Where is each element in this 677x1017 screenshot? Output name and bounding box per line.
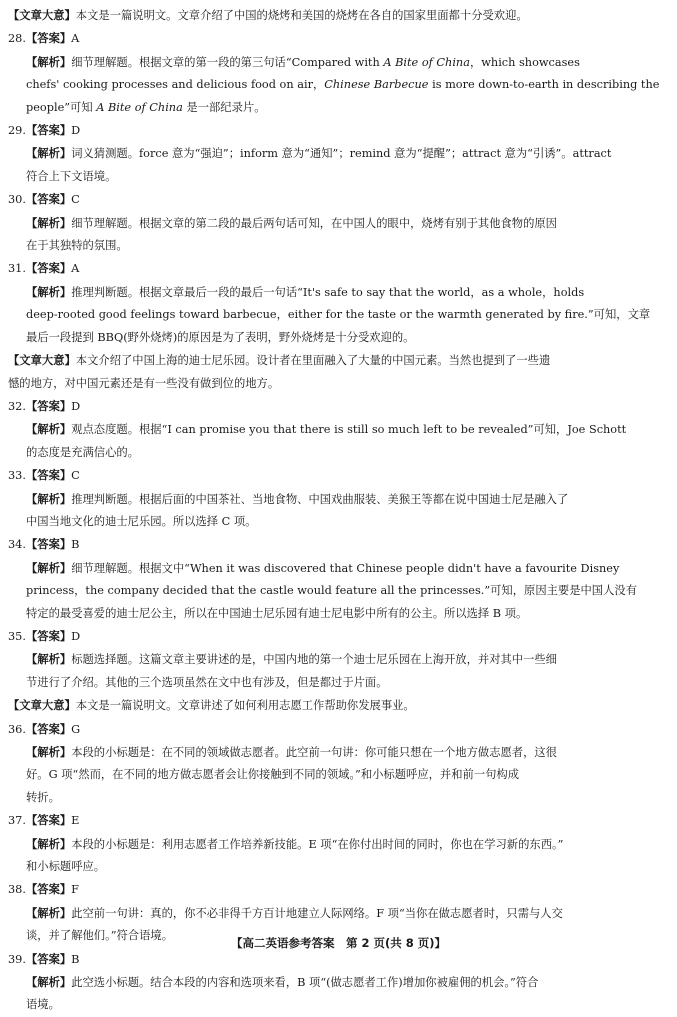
line-text: ，which showcases <box>469 55 580 69</box>
line-text: 的态度是充满信心的。 <box>26 445 139 459</box>
line-text: 转折。 <box>26 790 60 804</box>
section-tag: 【答案】 <box>25 537 72 552</box>
line-text: A <box>71 262 80 276</box>
line-text: 谈，并了解他们。”符合语境。 <box>26 929 173 943</box>
line-text: C <box>71 193 80 207</box>
line-text: 符合上下文语境。 <box>26 169 117 183</box>
line-text: D <box>71 399 81 413</box>
line-text: 和小标题呼应。 <box>26 860 106 874</box>
section-tag: 【答案】 <box>25 468 72 483</box>
section-tag: 【答案】 <box>25 882 72 897</box>
text-line <box>8 787 670 809</box>
line-text: 憾的地方，对中国元素还是有一些没有做到位的地方。 <box>8 376 280 390</box>
line-text: 39. <box>8 952 26 966</box>
line-text: 好。G 项“然而，在不同的地方做志愿者会让你接触到不同的领域。”和小标题呼应，并和前一句构成 <box>26 768 519 782</box>
section-tag: 【解析】 <box>26 284 72 299</box>
section-tag: 【答案】 <box>25 813 72 828</box>
line-text: G <box>71 722 81 736</box>
line-text: 36. <box>8 722 26 736</box>
text-line <box>8 648 670 671</box>
page-footer: 【高二英语参考答案 第 2 页(共 8 页)】 <box>230 936 447 950</box>
line-text: 34. <box>8 538 26 552</box>
text-line <box>8 4 670 27</box>
text-line <box>8 856 670 878</box>
line-text: F <box>71 883 80 897</box>
text-line <box>8 902 670 925</box>
line-text: 此空前一句讲：真的，你不必非得千方百计地建立人际网络。F 项“当你在做志愿者时，只需与人交 <box>71 906 563 920</box>
line-text: 细节理解题。根据文章的第一段的第三句话“Compared with <box>71 55 384 69</box>
line-text: princess，the company decided that the castle would feature all the princesses.”可知，原因主要是中国人没有 <box>26 584 637 598</box>
section-tag: 【解析】 <box>26 836 72 851</box>
text-line <box>8 166 670 188</box>
text-line <box>8 119 670 142</box>
line-text: is more down-to-earth in describing the <box>428 78 660 92</box>
section-tag: 【答案】 <box>25 628 72 643</box>
text-line <box>8 948 670 971</box>
section-tag: 【解析】 <box>26 422 72 437</box>
answer-key-content <box>8 4 670 1017</box>
line-text: 33. <box>8 469 26 483</box>
text-line <box>8 694 670 717</box>
section-tag: 【解析】 <box>26 560 72 575</box>
section-tag: 【文章大意】 <box>8 353 76 368</box>
line-text: 是一部纪录片。 <box>182 100 266 114</box>
line-text: 最后一段提到 BBQ(野外烧烤)的原因是为了表明，野外烧烤是十分受欢迎的。 <box>26 330 415 344</box>
section-tag: 【解析】 <box>26 905 72 920</box>
text-line <box>8 395 670 418</box>
line-text: 本段的小标题是：在不同的领域做志愿者。此空前一句讲：你可能只想在一个地方做志愿者，这很 <box>71 746 557 759</box>
text-line <box>8 718 670 741</box>
text-line <box>8 373 670 395</box>
line-text: A <box>71 32 80 46</box>
text-line <box>8 809 670 832</box>
line-text: 在于其独特的氛围。 <box>26 239 128 253</box>
section-tag: 【答案】 <box>25 398 72 413</box>
section-tag: 【解析】 <box>26 146 72 161</box>
italic-title: A Bite of China <box>383 55 470 69</box>
line-text: D <box>71 124 81 138</box>
line-text: 本段的小标题是：利用志愿者工作培养新技能。E 项“在你付出时间的同时，你也在学习新的东西。” <box>71 837 564 851</box>
text-line <box>8 533 670 556</box>
text-line <box>8 488 670 511</box>
line-text: 推理判断题。根据文章最后一段的最后一句话“It's safe to say that the world，as a whole，holds <box>71 285 585 299</box>
line-text: 38. <box>8 883 26 897</box>
text-line <box>8 212 670 235</box>
text-line <box>8 327 670 349</box>
section-tag: 【文章大意】 <box>8 698 76 713</box>
text-line <box>8 971 670 994</box>
line-text: people”可知 <box>26 100 97 114</box>
line-text: 本文介绍了中国上海的迪士尼乐园。设计者在里面融入了大量的中国元素。当然也提到了一些遗 <box>75 354 551 368</box>
line-text: 32. <box>8 399 26 413</box>
section-tag: 【解析】 <box>26 745 72 759</box>
text-line <box>8 994 670 1016</box>
section-tag: 【解析】 <box>26 54 72 69</box>
line-text: C <box>71 469 80 483</box>
line-text: 28. <box>8 32 26 46</box>
section-tag: 【答案】 <box>25 261 72 276</box>
text-line <box>8 464 670 487</box>
italic-title: A Bite of China <box>96 100 183 114</box>
text-line <box>8 142 670 165</box>
section-tag: 【解析】 <box>26 975 72 990</box>
text-line <box>8 764 670 786</box>
line-text: 观点态度题。根据“I can promise you that there is still so much left to be revealed”可知，Joe Schott <box>71 423 627 437</box>
line-text: 词义猜测题。force 意为“强迫”；inform 意为“通知”；remind 意为“提醒”；attract 意为“引诱”。attract <box>71 147 612 161</box>
text-line <box>8 580 670 602</box>
text-line <box>8 235 670 257</box>
line-text: 此空选小标题。结合本段的内容和选项来看，B 项“(做志愿者工作)增加你被雇佣的机会。”符合 <box>71 976 539 990</box>
section-tag: 【答案】 <box>25 192 72 207</box>
text-line <box>8 281 670 304</box>
line-text: chefs' cooking processes and delicious food on air， <box>26 78 325 92</box>
line-text: 本文是一篇说明文。文章讲述了如何利用志愿工作帮助你发展事业。 <box>75 699 415 713</box>
line-text: 特定的最受喜爱的迪士尼公主，所以在中国迪士尼乐园有迪士尼电影中所有的公主。所以选择 B 项。 <box>26 606 528 620</box>
line-text: deep-rooted good feelings toward barbecue，either for the taste or the warmth generated by fire.”可知，文章 <box>26 308 651 322</box>
line-text: 35. <box>8 629 26 643</box>
line-text: E <box>71 814 80 828</box>
line-text: B <box>71 538 80 552</box>
italic-title: Chinese Barbecue <box>324 78 429 92</box>
line-text: 29. <box>8 124 26 138</box>
text-line <box>8 97 670 119</box>
text-line <box>8 304 670 326</box>
section-tag: 【解析】 <box>26 491 72 506</box>
text-line <box>8 418 670 441</box>
text-line <box>8 603 670 625</box>
line-text: D <box>71 629 81 643</box>
line-text: 31. <box>8 262 26 276</box>
text-line <box>8 442 670 464</box>
text-line <box>8 51 670 74</box>
text-line <box>8 188 670 211</box>
line-text: 标题选择题。这篇文章主要讲述的是，中国内地的第一个迪士尼乐园在上海开放，并对其中一些细 <box>71 653 557 667</box>
text-line <box>8 878 670 901</box>
text-line <box>8 257 670 280</box>
text-line <box>8 557 670 580</box>
section-tag: 【文章大意】 <box>8 8 76 22</box>
line-text: 37. <box>8 814 26 828</box>
section-tag: 【答案】 <box>25 31 72 46</box>
section-tag: 【答案】 <box>25 123 72 138</box>
section-tag: 【答案】 <box>25 721 72 736</box>
text-line <box>8 511 670 533</box>
section-tag: 【解析】 <box>26 215 72 230</box>
text-line <box>8 625 670 648</box>
line-text: 细节理解题。根据文中“When it was discovered that Chinese people didn't have a favourite Disney <box>71 561 620 575</box>
line-text: 30. <box>8 193 26 207</box>
text-line <box>8 672 670 694</box>
text-line <box>8 349 670 372</box>
line-text: B <box>71 952 80 966</box>
line-text: 语境。 <box>26 998 60 1012</box>
text-line <box>8 27 670 50</box>
line-text: 本文是一篇说明文。文章介绍了中国的烧烤和美国的烧烤在各自的国家里面都十分受欢迎。 <box>75 9 528 22</box>
text-line <box>8 74 670 96</box>
section-tag: 【解析】 <box>26 652 72 667</box>
line-text: 节进行了介绍。其他的三个选项虽然在文中也有涉及，但是都过于片面。 <box>26 675 388 689</box>
section-tag: 【答案】 <box>25 951 72 966</box>
line-text: 推理判断题。根据后面的中国茶社、当地食物、中国戏曲服装、美猴王等都在说中国迪士尼是融入了 <box>71 492 569 506</box>
line-text: 中国当地文化的迪士尼乐园。所以选择 C 项。 <box>26 514 257 528</box>
text-line <box>8 741 670 764</box>
line-text: 细节理解题。根据文章的第二段的最后两句话可知，在中国人的眼中，烧烤有别于其他食物的原因 <box>71 216 557 230</box>
text-line <box>8 833 670 856</box>
